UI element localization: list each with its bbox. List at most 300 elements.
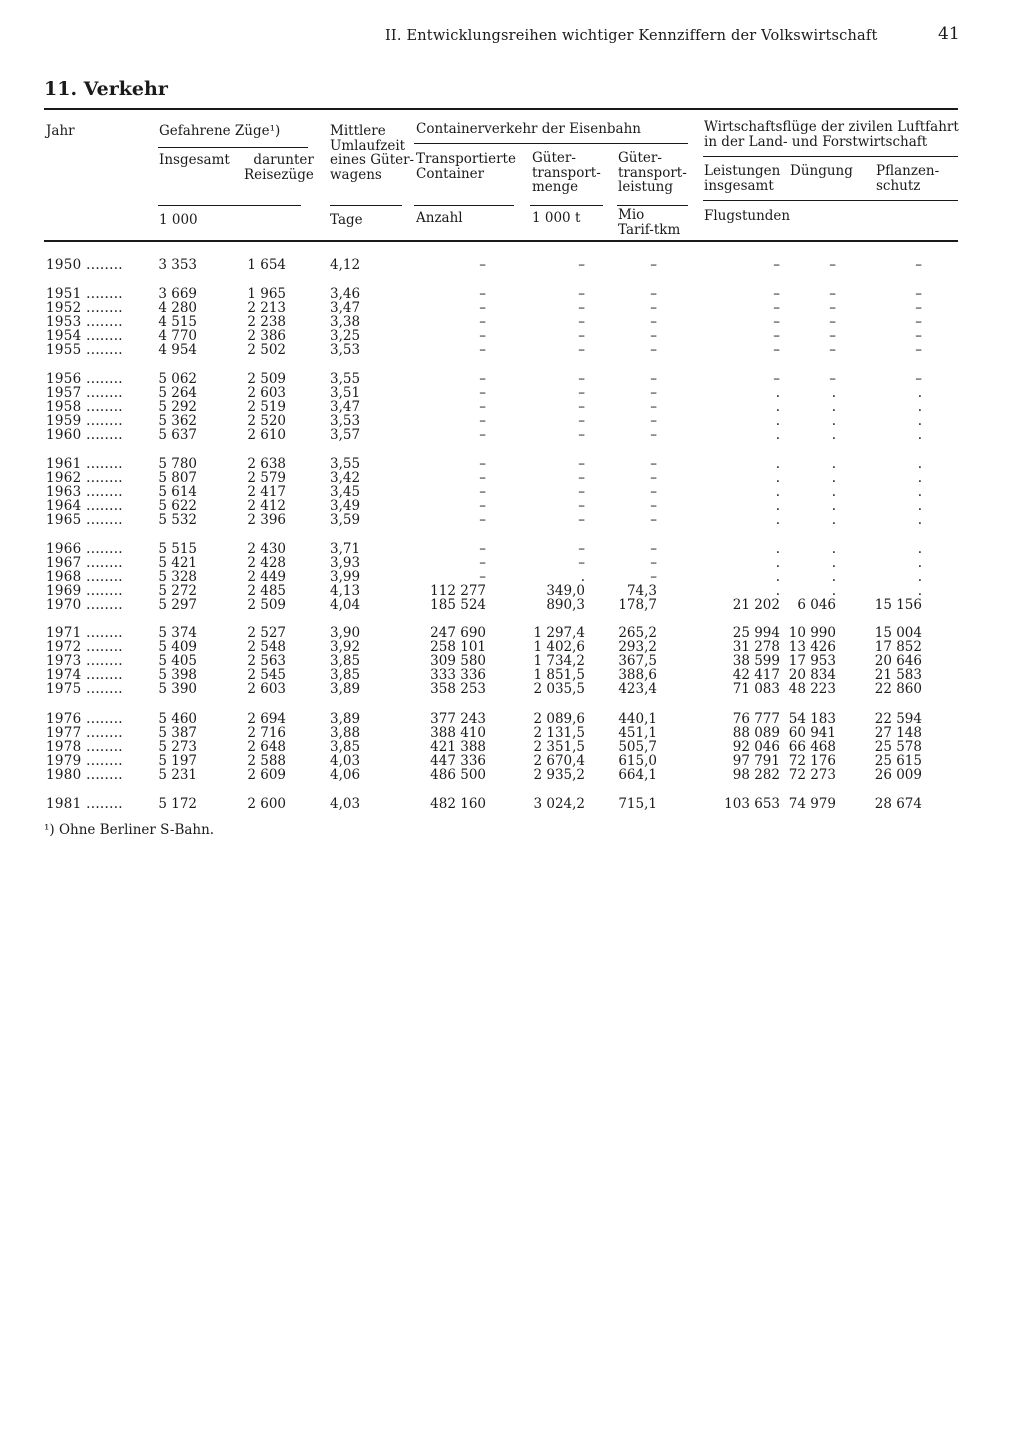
table-header-bottom-rule xyxy=(44,240,958,242)
cell-duengung: . xyxy=(831,484,836,500)
cell-transportmenge: – xyxy=(578,427,585,443)
table-row xyxy=(0,626,1024,640)
cell-transportmenge: . xyxy=(580,569,585,585)
table-row xyxy=(0,768,1024,782)
header-container-group: Containerverkehr der Eisenbahn xyxy=(416,121,641,137)
table-row xyxy=(0,654,1024,668)
table-row xyxy=(0,668,1024,682)
cell-insgesamt: 5 387 xyxy=(158,725,197,741)
cell-container: – xyxy=(479,314,486,330)
cell-container: 358 253 xyxy=(430,681,486,697)
cell-container: – xyxy=(479,257,486,273)
unit-tausend: 1 000 xyxy=(159,212,198,228)
cell-duengung: . xyxy=(831,512,836,528)
cell-insgesamt: 5 622 xyxy=(158,498,197,514)
cell-transportmenge: 1 734,2 xyxy=(533,653,585,669)
cell-transportleistung: 664,1 xyxy=(618,767,657,783)
cell-transportleistung: – xyxy=(650,470,657,486)
cell-umlaufzeit: 3,47 xyxy=(330,399,361,415)
cell-leistungen: 97 791 xyxy=(732,753,780,769)
cell-container: 377 243 xyxy=(430,711,486,727)
header-umlaufzeit: Mittlere Umlaufzeit eines Güter- wagens xyxy=(330,123,415,183)
cell-insgesamt: 5 515 xyxy=(158,541,197,557)
cell-leistungen: 21 202 xyxy=(732,597,780,613)
cell-leistungen: 25 994 xyxy=(732,625,780,641)
cell-leistungen: 42 417 xyxy=(732,667,780,683)
table-row xyxy=(0,343,1024,357)
cell-pflanzenschutz: . xyxy=(917,484,922,500)
table-row xyxy=(0,640,1024,654)
zuege-group-rule xyxy=(158,147,308,148)
cell-leistungen: . xyxy=(775,427,780,443)
cell-transportmenge: – xyxy=(578,257,585,273)
cell-leistungen: . xyxy=(775,399,780,415)
cell-duengung: 54 183 xyxy=(788,711,836,727)
cell-transportleistung: 715,1 xyxy=(618,796,657,812)
cell-umlaufzeit: 4,12 xyxy=(330,257,361,273)
cell-transportmenge: – xyxy=(578,555,585,571)
cell-pflanzenschutz: . xyxy=(917,413,922,429)
header-rule-3 xyxy=(414,205,514,206)
cell-transportleistung: – xyxy=(650,286,657,302)
cell-umlaufzeit: 3,92 xyxy=(330,639,361,655)
header-transportierte-container: Transportierte Container xyxy=(416,151,516,182)
cell-container: 185 524 xyxy=(430,597,486,613)
year-cell: 1977 ........ xyxy=(46,725,123,741)
unit-tonnen: 1 000 t xyxy=(532,210,581,226)
cell-insgesamt: 5 362 xyxy=(158,413,197,429)
header-flug-group: Wirtschaftsflüge der zivilen Luftfahrt in der Land- und Forstwirtschaft xyxy=(704,119,959,150)
table-row xyxy=(0,258,1024,272)
table-row xyxy=(0,754,1024,768)
cell-umlaufzeit: 4,13 xyxy=(330,583,361,599)
cell-transportmenge: – xyxy=(578,314,585,330)
cell-pflanzenschutz: – xyxy=(915,286,922,302)
cell-pflanzenschutz: . xyxy=(917,498,922,514)
year-cell: 1963 ........ xyxy=(46,484,123,500)
cell-duengung: . xyxy=(831,470,836,486)
cell-pflanzenschutz: . xyxy=(917,427,922,443)
cell-pflanzenschutz: 25 615 xyxy=(874,753,922,769)
cell-duengung: . xyxy=(831,583,836,599)
year-cell: 1973 ........ xyxy=(46,653,123,669)
cell-pflanzenschutz: . xyxy=(917,512,922,528)
table-row xyxy=(0,584,1024,598)
cell-pflanzenschutz: 20 646 xyxy=(874,653,922,669)
cell-insgesamt: 5 197 xyxy=(158,753,197,769)
cell-container: 447 336 xyxy=(430,753,486,769)
cell-transportleistung: – xyxy=(650,314,657,330)
header-jahr: Jahr xyxy=(46,123,75,139)
cell-umlaufzeit: 3,85 xyxy=(330,739,361,755)
cell-insgesamt: 3 353 xyxy=(158,257,197,273)
table-row xyxy=(0,682,1024,696)
table-row xyxy=(0,556,1024,570)
cell-pflanzenschutz: 21 583 xyxy=(874,667,922,683)
cell-insgesamt: 4 515 xyxy=(158,314,197,330)
cell-umlaufzeit: 4,04 xyxy=(330,597,361,613)
cell-transportleistung: – xyxy=(650,342,657,358)
year-cell: 1965 ........ xyxy=(46,512,123,528)
cell-leistungen: 31 278 xyxy=(732,639,780,655)
cell-leistungen: . xyxy=(775,456,780,472)
table-row xyxy=(0,372,1024,386)
cell-transportleistung: – xyxy=(650,484,657,500)
cell-reisezuege: 2 588 xyxy=(247,753,286,769)
cell-container: – xyxy=(479,328,486,344)
cell-duengung: 72 273 xyxy=(788,767,836,783)
cell-container: – xyxy=(479,413,486,429)
cell-pflanzenschutz: . xyxy=(917,385,922,401)
cell-insgesamt: 4 954 xyxy=(158,342,197,358)
cell-duengung: . xyxy=(831,555,836,571)
year-cell: 1957 ........ xyxy=(46,385,123,401)
cell-container: 486 500 xyxy=(430,767,486,783)
year-cell: 1969 ........ xyxy=(46,583,123,599)
cell-duengung: . xyxy=(831,427,836,443)
cell-reisezuege: 2 430 xyxy=(247,541,286,557)
cell-pflanzenschutz: – xyxy=(915,257,922,273)
header-rule-2 xyxy=(330,205,402,206)
unit-anzahl: Anzahl xyxy=(416,210,463,226)
cell-insgesamt: 5 374 xyxy=(158,625,197,641)
cell-reisezuege: 2 485 xyxy=(247,583,286,599)
cell-insgesamt: 5 532 xyxy=(158,512,197,528)
cell-leistungen: . xyxy=(775,512,780,528)
cell-container: – xyxy=(479,498,486,514)
cell-transportleistung: – xyxy=(650,385,657,401)
table-row xyxy=(0,471,1024,485)
running-header: II. Entwicklungsreihen wichtiger Kennziffern der Volkswirtschaft xyxy=(385,28,878,44)
year-cell: 1958 ........ xyxy=(46,399,123,415)
header-rule-6 xyxy=(703,200,958,201)
cell-reisezuege: 2 509 xyxy=(247,371,286,387)
cell-leistungen: . xyxy=(775,484,780,500)
cell-container: 112 277 xyxy=(430,583,486,599)
year-cell: 1974 ........ xyxy=(46,667,123,683)
cell-pflanzenschutz: . xyxy=(917,470,922,486)
cell-umlaufzeit: 3,49 xyxy=(330,498,361,514)
cell-duengung: . xyxy=(831,399,836,415)
cell-pflanzenschutz: 15 004 xyxy=(874,625,922,641)
cell-umlaufzeit: 3,25 xyxy=(330,328,361,344)
cell-transportleistung: – xyxy=(650,456,657,472)
cell-transportleistung: – xyxy=(650,413,657,429)
cell-transportmenge: – xyxy=(578,498,585,514)
cell-transportleistung: 178,7 xyxy=(618,597,657,613)
cell-umlaufzeit: 3,85 xyxy=(330,667,361,683)
table-row xyxy=(0,428,1024,442)
cell-leistungen: . xyxy=(775,555,780,571)
cell-umlaufzeit: 3,55 xyxy=(330,456,361,472)
table-row xyxy=(0,485,1024,499)
cell-umlaufzeit: 3,53 xyxy=(330,413,361,429)
cell-insgesamt: 5 172 xyxy=(158,796,197,812)
cell-umlaufzeit: 4,06 xyxy=(330,767,361,783)
cell-transportmenge: 1 402,6 xyxy=(533,639,585,655)
cell-pflanzenschutz: 26 009 xyxy=(874,767,922,783)
cell-transportleistung: – xyxy=(650,300,657,316)
cell-transportleistung: 423,4 xyxy=(618,681,657,697)
cell-umlaufzeit: 3,59 xyxy=(330,512,361,528)
year-cell: 1964 ........ xyxy=(46,498,123,514)
cell-leistungen: . xyxy=(775,498,780,514)
cell-container: 482 160 xyxy=(430,796,486,812)
year-cell: 1970 ........ xyxy=(46,597,123,613)
cell-transportmenge: 2 089,6 xyxy=(533,711,585,727)
cell-duengung: . xyxy=(831,456,836,472)
cell-duengung: – xyxy=(829,328,836,344)
unit-flugstunden: Flugstunden xyxy=(704,208,791,224)
cell-transportmenge: – xyxy=(578,399,585,415)
cell-umlaufzeit: 3,85 xyxy=(330,653,361,669)
cell-insgesamt: 3 669 xyxy=(158,286,197,302)
unit-tage: Tage xyxy=(330,212,363,228)
table-row xyxy=(0,797,1024,811)
year-cell: 1952 ........ xyxy=(46,300,123,316)
cell-pflanzenschutz: . xyxy=(917,541,922,557)
cell-pflanzenschutz: – xyxy=(915,314,922,330)
cell-container: 388 410 xyxy=(430,725,486,741)
cell-umlaufzeit: 3,93 xyxy=(330,555,361,571)
cell-leistungen: 92 046 xyxy=(732,739,780,755)
cell-container: – xyxy=(479,342,486,358)
cell-container: 309 580 xyxy=(430,653,486,669)
cell-duengung: – xyxy=(829,314,836,330)
cell-transportmenge: – xyxy=(578,541,585,557)
cell-reisezuege: 2 509 xyxy=(247,597,286,613)
cell-insgesamt: 5 264 xyxy=(158,385,197,401)
year-cell: 1966 ........ xyxy=(46,541,123,557)
cell-transportmenge: 1 851,5 xyxy=(533,667,585,683)
cell-duengung: 66 468 xyxy=(788,739,836,755)
year-cell: 1953 ........ xyxy=(46,314,123,330)
cell-transportmenge: – xyxy=(578,456,585,472)
year-cell: 1979 ........ xyxy=(46,753,123,769)
cell-container: – xyxy=(479,300,486,316)
table-row xyxy=(0,386,1024,400)
cell-umlaufzeit: 3,51 xyxy=(330,385,361,401)
cell-insgesamt: 5 807 xyxy=(158,470,197,486)
cell-reisezuege: 2 716 xyxy=(247,725,286,741)
cell-container: 333 336 xyxy=(430,667,486,683)
cell-insgesamt: 5 390 xyxy=(158,681,197,697)
header-rule-1 xyxy=(158,205,301,206)
table-row xyxy=(0,542,1024,556)
cell-insgesamt: 5 272 xyxy=(158,583,197,599)
cell-transportmenge: – xyxy=(578,342,585,358)
cell-reisezuege: 2 603 xyxy=(247,385,286,401)
cell-reisezuege: 2 638 xyxy=(247,456,286,472)
cell-reisezuege: 2 579 xyxy=(247,470,286,486)
cell-duengung: 17 953 xyxy=(788,653,836,669)
cell-transportleistung: 367,5 xyxy=(618,653,657,669)
cell-duengung: 13 426 xyxy=(788,639,836,655)
cell-umlaufzeit: 3,99 xyxy=(330,569,361,585)
cell-duengung: 48 223 xyxy=(788,681,836,697)
cell-transportleistung: – xyxy=(650,257,657,273)
cell-reisezuege: 1 654 xyxy=(247,257,286,273)
cell-leistungen: – xyxy=(773,314,780,330)
cell-leistungen: 103 653 xyxy=(724,796,780,812)
cell-transportmenge: – xyxy=(578,385,585,401)
cell-leistungen: – xyxy=(773,328,780,344)
cell-transportmenge: 890,3 xyxy=(546,597,585,613)
cell-transportmenge: – xyxy=(578,300,585,316)
cell-umlaufzeit: 3,53 xyxy=(330,342,361,358)
cell-leistungen: – xyxy=(773,371,780,387)
cell-transportmenge: 2 035,5 xyxy=(533,681,585,697)
header-gueter-transportmenge: Güter- transport- menge xyxy=(532,150,601,195)
header-gueter-transportleistung: Güter- transport- leistung xyxy=(618,150,687,195)
cell-duengung: – xyxy=(829,342,836,358)
cell-container: – xyxy=(479,286,486,302)
table-row xyxy=(0,457,1024,471)
cell-transportmenge: 349,0 xyxy=(546,583,585,599)
cell-reisezuege: 2 600 xyxy=(247,796,286,812)
cell-transportleistung: – xyxy=(650,427,657,443)
cell-transportmenge: 1 297,4 xyxy=(533,625,585,641)
header-rule-5 xyxy=(617,205,688,206)
cell-transportleistung: 293,2 xyxy=(618,639,657,655)
cell-duengung: 72 176 xyxy=(788,753,836,769)
cell-pflanzenschutz: 27 148 xyxy=(874,725,922,741)
cell-reisezuege: 2 502 xyxy=(247,342,286,358)
year-cell: 1967 ........ xyxy=(46,555,123,571)
cell-insgesamt: 5 231 xyxy=(158,767,197,783)
cell-duengung: 74 979 xyxy=(788,796,836,812)
cell-reisezuege: 2 386 xyxy=(247,328,286,344)
cell-container: – xyxy=(479,456,486,472)
cell-pflanzenschutz: . xyxy=(917,456,922,472)
cell-umlaufzeit: 3,38 xyxy=(330,314,361,330)
cell-insgesamt: 5 292 xyxy=(158,399,197,415)
cell-pflanzenschutz: 22 860 xyxy=(874,681,922,697)
cell-insgesamt: 5 405 xyxy=(158,653,197,669)
cell-transportmenge: 2 131,5 xyxy=(533,725,585,741)
cell-container: – xyxy=(479,541,486,557)
cell-transportmenge: – xyxy=(578,286,585,302)
cell-leistungen: 88 089 xyxy=(732,725,780,741)
cell-leistungen: 38 599 xyxy=(732,653,780,669)
cell-umlaufzeit: 3,42 xyxy=(330,470,361,486)
cell-transportmenge: 3 024,2 xyxy=(533,796,585,812)
header-darunter: darunter Reisezüge xyxy=(244,152,314,183)
cell-leistungen: 76 777 xyxy=(732,711,780,727)
year-cell: 1968 ........ xyxy=(46,569,123,585)
cell-duengung: – xyxy=(829,371,836,387)
cell-leistungen: . xyxy=(775,413,780,429)
year-cell: 1950 ........ xyxy=(46,257,123,273)
cell-reisezuege: 2 694 xyxy=(247,711,286,727)
table-row xyxy=(0,712,1024,726)
cell-leistungen: . xyxy=(775,470,780,486)
cell-container: – xyxy=(479,569,486,585)
cell-pflanzenschutz: . xyxy=(917,583,922,599)
table-row xyxy=(0,329,1024,343)
cell-transportleistung: – xyxy=(650,328,657,344)
header-zuege-group: Gefahrene Züge¹) xyxy=(159,123,281,139)
cell-transportmenge: – xyxy=(578,328,585,344)
year-cell: 1975 ........ xyxy=(46,681,123,697)
year-cell: 1955 ........ xyxy=(46,342,123,358)
cell-leistungen: . xyxy=(775,541,780,557)
cell-insgesamt: 5 062 xyxy=(158,371,197,387)
cell-umlaufzeit: 3,45 xyxy=(330,484,361,500)
table-top-rule xyxy=(44,108,958,110)
header-pflanzenschutz: Pflanzen- schutz xyxy=(876,163,940,194)
table-row xyxy=(0,414,1024,428)
year-cell: 1972 ........ xyxy=(46,639,123,655)
cell-transportmenge: 2 935,2 xyxy=(533,767,585,783)
cell-reisezuege: 2 603 xyxy=(247,681,286,697)
table-row xyxy=(0,570,1024,584)
cell-reisezuege: 1 965 xyxy=(247,286,286,302)
table-row xyxy=(0,598,1024,612)
cell-pflanzenschutz: 17 852 xyxy=(874,639,922,655)
cell-duengung: . xyxy=(831,498,836,514)
container-group-rule xyxy=(414,143,688,144)
cell-insgesamt: 5 421 xyxy=(158,555,197,571)
cell-reisezuege: 2 213 xyxy=(247,300,286,316)
cell-pflanzenschutz: 15 156 xyxy=(874,597,922,613)
cell-insgesamt: 5 614 xyxy=(158,484,197,500)
cell-insgesamt: 5 398 xyxy=(158,667,197,683)
cell-insgesamt: 5 637 xyxy=(158,427,197,443)
cell-reisezuege: 2 609 xyxy=(247,767,286,783)
cell-transportmenge: – xyxy=(578,512,585,528)
table-row xyxy=(0,315,1024,329)
cell-insgesamt: 5 328 xyxy=(158,569,197,585)
table-row xyxy=(0,513,1024,527)
cell-leistungen: 98 282 xyxy=(732,767,780,783)
cell-transportmenge: – xyxy=(578,371,585,387)
year-cell: 1960 ........ xyxy=(46,427,123,443)
cell-container: 421 388 xyxy=(430,739,486,755)
year-cell: 1971 ........ xyxy=(46,625,123,641)
header-insgesamt: Insgesamt xyxy=(159,152,230,168)
cell-transportleistung: 505,7 xyxy=(618,739,657,755)
cell-reisezuege: 2 520 xyxy=(247,413,286,429)
table-row xyxy=(0,740,1024,754)
cell-reisezuege: 2 449 xyxy=(247,569,286,585)
cell-reisezuege: 2 548 xyxy=(247,639,286,655)
year-cell: 1976 ........ xyxy=(46,711,123,727)
cell-umlaufzeit: 4,03 xyxy=(330,753,361,769)
cell-container: – xyxy=(479,427,486,443)
cell-leistungen: . xyxy=(775,569,780,585)
cell-duengung: . xyxy=(831,541,836,557)
cell-transportleistung: – xyxy=(650,498,657,514)
table-row xyxy=(0,301,1024,315)
cell-pflanzenschutz: 25 578 xyxy=(874,739,922,755)
cell-umlaufzeit: 3,88 xyxy=(330,725,361,741)
cell-container: 247 690 xyxy=(430,625,486,641)
cell-reisezuege: 2 417 xyxy=(247,484,286,500)
table-row xyxy=(0,400,1024,414)
cell-umlaufzeit: 3,89 xyxy=(330,681,361,697)
cell-reisezuege: 2 238 xyxy=(247,314,286,330)
section-title: 11. Verkehr xyxy=(44,78,168,100)
cell-leistungen: – xyxy=(773,300,780,316)
cell-container: – xyxy=(479,385,486,401)
cell-reisezuege: 2 610 xyxy=(247,427,286,443)
cell-pflanzenschutz: – xyxy=(915,328,922,344)
cell-pflanzenschutz: . xyxy=(917,555,922,571)
header-rule-4 xyxy=(530,205,603,206)
year-cell: 1980 ........ xyxy=(46,767,123,783)
cell-leistungen: – xyxy=(773,257,780,273)
